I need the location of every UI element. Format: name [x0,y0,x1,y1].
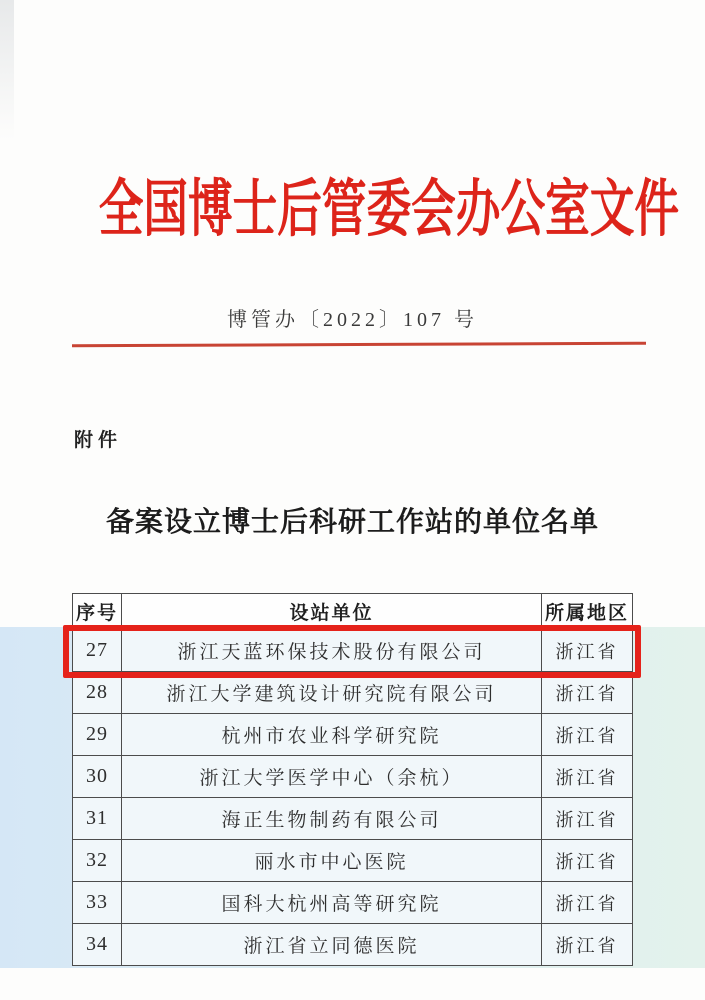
row-unit: 浙江天蓝环保技术股份有限公司 [122,630,542,672]
row-unit: 浙江大学建筑设计研究院有限公司 [122,672,542,714]
scan-artifact [0,0,14,140]
row-region: 浙江省 [542,756,633,798]
row-number: 30 [73,756,122,798]
row-region: 浙江省 [542,840,633,882]
row-region: 浙江省 [542,798,633,840]
list-subtitle: 备案设立博士后科研工作站的单位名单 [105,507,599,538]
row-unit: 海正生物制药有限公司 [122,798,542,840]
header-station-unit: 设站单位 [122,594,542,630]
row-unit: 浙江大学医学中心（余杭） [122,756,542,798]
table-row [73,630,633,672]
document-title: 全国博士后管委会办公室文件 [98,176,680,244]
table-row [73,840,633,882]
table-row [73,672,633,714]
red-separator-line [72,342,646,348]
table-row [73,924,633,966]
table-row [73,798,633,840]
row-number: 33 [73,882,122,924]
row-region: 浙江省 [542,672,633,714]
row-region: 浙江省 [542,714,633,756]
row-unit: 国科大杭州高等研究院 [122,882,542,924]
row-number: 29 [73,714,122,756]
row-number: 32 [73,840,122,882]
row-region: 浙江省 [542,924,633,966]
row-region: 浙江省 [542,882,633,924]
table-header-row [73,594,633,630]
row-number: 34 [73,924,122,966]
row-number: 31 [73,798,122,840]
row-number: 28 [73,672,122,714]
table-row [73,714,633,756]
row-region: 浙江省 [542,630,633,672]
header-region: 所属地区 [542,594,633,630]
document-number: 博管办〔2022〕107 号 [227,309,478,331]
workstation-table [72,593,633,966]
attachment-label: 附件 [74,430,123,451]
row-unit: 杭州市农业科学研究院 [122,714,542,756]
header-serial-number: 序号 [73,594,122,630]
row-unit: 浙江省立同德医院 [122,924,542,966]
row-unit: 丽水市中心医院 [122,840,542,882]
row-number: 27 [73,630,122,672]
table-row [73,882,633,924]
table-row [73,756,633,798]
